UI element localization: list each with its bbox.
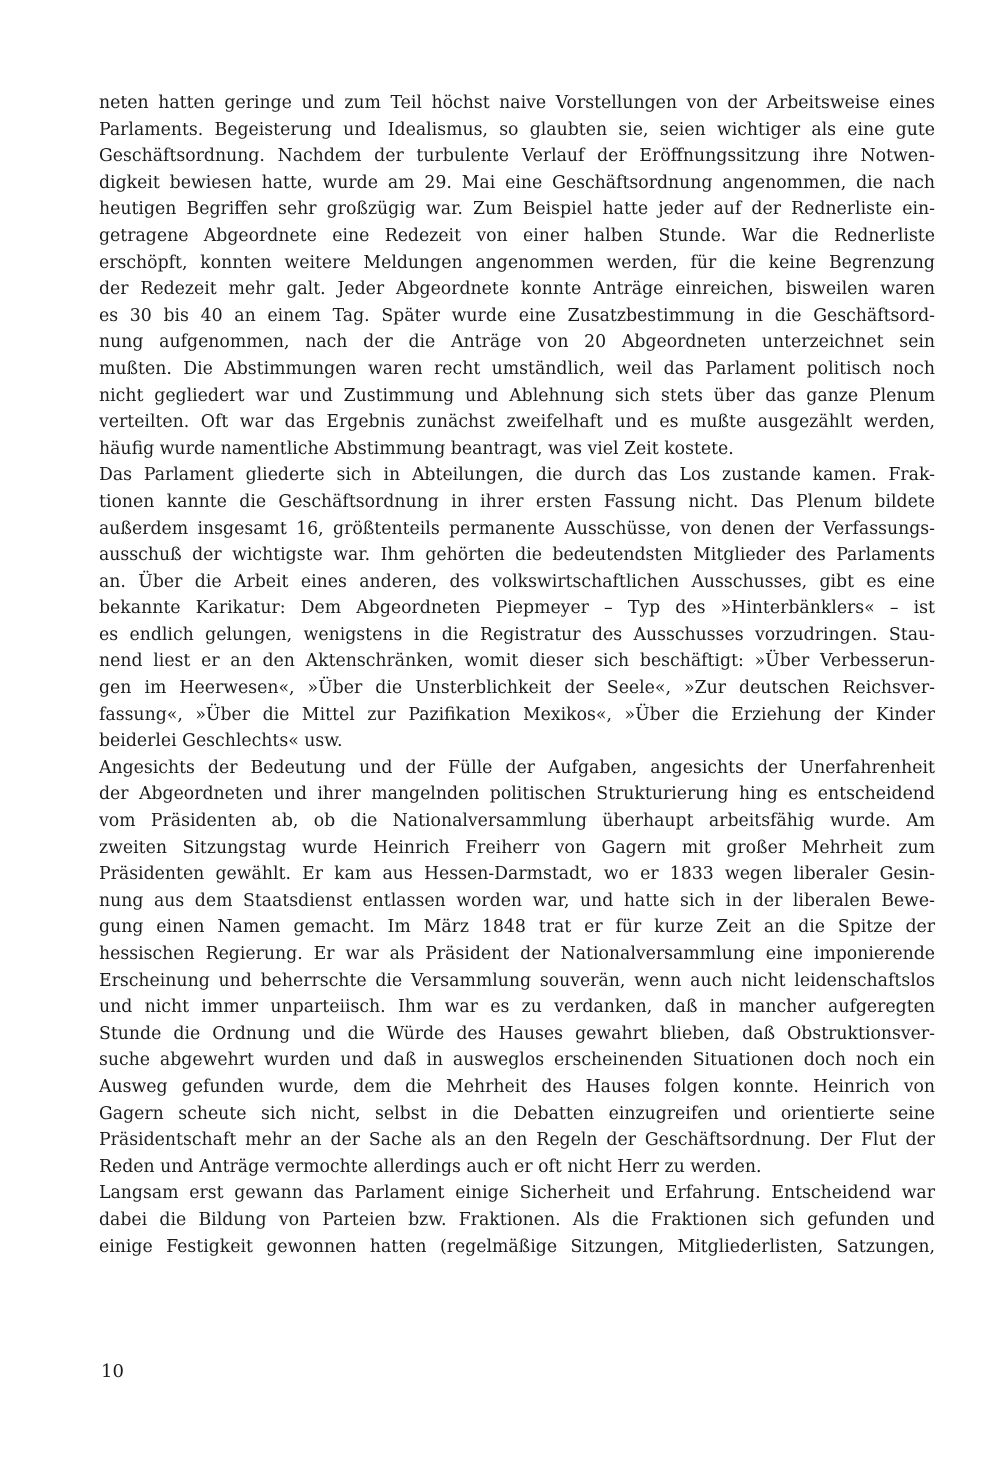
- text-line: Ausweg gefunden wurde, dem die Mehrheit des Hauses folgen konnte. Heinrich von: [99, 1076, 935, 1097]
- text-line: gen im Heerwesen«, »Über die Unsterblichkeit der Seele«, »Zur deutschen Reichsver-: [99, 678, 935, 699]
- paragraph: [99, 462, 935, 755]
- text-line: nend liest er an den Aktenschränken, womit dieser sich beschäftigt: »Über Verbesserun-: [99, 651, 935, 672]
- text-line: beiderlei Geschlechts« usw.: [99, 731, 343, 752]
- text-line: getragene Abgeordnete eine Redezeit von einer halben Stunde. War die Rednerliste: [99, 225, 935, 246]
- text-line: es 30 bis 40 an einem Tag. Später wurde eine Zusatzbestimmung in die Geschäftsord-: [99, 305, 935, 326]
- text-line: gung einen Namen gemacht. Im März 1848 trat er für kurze Zeit an die Spitze der: [99, 917, 935, 938]
- text-line: neten hatten geringe und zum Teil höchst naive Vorstellungen von der Arbeitsweise eines: [99, 93, 935, 113]
- text-line: Angesichts der Bedeutung und der Fülle der Aufgaben, angesichts der Unerfahrenheit: [99, 757, 935, 778]
- text-line: Gagern scheute sich nicht, selbst in die Debatten einzugreifen und orientierte seine: [99, 1103, 935, 1124]
- paragraph: [99, 90, 935, 462]
- text-line: nung aufgenommen, nach der die Anträge von 20 Abgeordneten unterzeichnet sein: [99, 332, 935, 353]
- text-line: und nicht immer unparteiisch. Ihm war es zu verdanken, daß in mancher aufgeregten: [99, 997, 935, 1018]
- text-line: nung aus dem Staatsdienst entlassen worden war, und hatte sich in der liberalen Bewe-: [99, 890, 935, 911]
- text-line: bekannte Karikatur: Dem Abgeordneten Piepmeyer – Typ des »Hinterbänklers« – ist: [99, 598, 935, 619]
- text-line: tionen kannte die Geschäftsordnung in ihrer ersten Fassung nicht. Das Plenum bildete: [99, 491, 935, 512]
- text-line: Erscheinung und beherrschte die Versammlung souverän, wenn auch nicht leidenschaftslos: [99, 970, 935, 991]
- body-text: [99, 90, 935, 1260]
- text-line: Stunde die Ordnung und die Würde des Hauses gewahrt blieben, daß Obstruktionsver-: [99, 1023, 935, 1044]
- text-line: Geschäftsordnung. Nachdem der turbulente Verlauf der Eröffnungssitzung ihre Notwen-: [99, 146, 935, 167]
- text-line: der Abgeordneten und ihrer mangelnden politischen Strukturierung hing es entscheidend: [99, 784, 935, 805]
- text-line: heutigen Begriffen sehr großzügig war. Zum Beispiel hatte jeder auf der Rednerliste ein-: [99, 199, 935, 220]
- text-line: außerdem insgesamt 16, größtenteils permanente Ausschüsse, von denen der Verfassungs-: [99, 518, 935, 539]
- text-line: Parlaments. Begeisterung und Idealismus, so glaubten sie, seien wichtiger als eine gute: [99, 119, 935, 140]
- text-line: an. Über die Arbeit eines anderen, des volkswirtschaftlichen Ausschusses, gibt es eine: [99, 571, 935, 592]
- text-line: es endlich gelungen, wenigstens in die Registratur des Ausschusses vorzudringen. Stau-: [99, 624, 935, 645]
- text-line: suche abgewehrt wurden und daß in ausweglos erscheinenden Situationen doch noch ein: [99, 1050, 935, 1071]
- text-line: zweiten Sitzungstag wurde Heinrich Freiherr von Gagern mit großer Mehrheit zum: [99, 837, 935, 858]
- text-line: ausschuß der wichtigste war. Ihm gehörten die bedeutendsten Mitglieder des Parlaments: [99, 545, 935, 566]
- text-line: einige Festigkeit gewonnen hatten (regelmäßige Sitzungen, Mitgliederlisten, Satzungen,: [99, 1236, 935, 1257]
- text-line: verteilten. Oft war das Ergebnis zunächst zweifelhaft und es mußte ausgezählt werden,: [99, 412, 935, 433]
- text-line: vom Präsidenten ab, ob die Nationalversammlung überhaupt arbeitsfähig wurde. Am: [99, 811, 935, 832]
- text-line: der Redezeit mehr galt. Jeder Abgeordnete konnte Anträge einreichen, bisweilen waren: [99, 279, 935, 300]
- text-line: nicht gegliedert war und Zustimmung und Ablehnung sich stets über das ganze Plenum: [99, 385, 935, 406]
- paragraph: [99, 755, 935, 1181]
- text-line: Präsidenten gewählt. Er kam aus Hessen-Darmstadt, wo er 1833 wegen liberaler Gesin-: [99, 864, 935, 885]
- text-line: mußten. Die Abstimmungen waren recht umständlich, weil das Parlament politisch noch: [99, 358, 935, 379]
- text-line: häufig wurde namentliche Abstimmung beantragt, was viel Zeit kostete.: [99, 438, 734, 459]
- text-line: dabei die Bildung von Parteien bzw. Fraktionen. Als die Fraktionen sich gefunden und: [99, 1209, 935, 1230]
- text-line: Präsidentschaft mehr an der Sache als an den Regeln der Geschäftsordnung. Der Flut der: [99, 1130, 935, 1151]
- text-line: Reden und Anträge vermochte allerdings auch er oft nicht Herr zu werden.: [99, 1156, 762, 1177]
- text-line: Das Parlament gliederte sich in Abteilungen, die durch das Los zustande kamen. Frak-: [99, 465, 935, 486]
- text-line: erschöpft, konnten weitere Meldungen angenommen werden, für die keine Begrenzung: [99, 252, 935, 273]
- text-line: hessischen Regierung. Er war als Präsident der Nationalversammlung eine imponierende: [99, 944, 935, 964]
- text-line: digkeit bewiesen hatte, wurde am 29. Mai eine Geschäftsordnung angenommen, die nach: [99, 172, 935, 193]
- paragraph: [99, 1180, 935, 1260]
- page-number: 10: [101, 1361, 124, 1382]
- text-line: fassung«, »Über die Mittel zur Pazifikation Mexikos«, »Über die Erziehung der Kinder: [99, 704, 935, 725]
- text-line: Langsam erst gewann das Parlament einige Sicherheit und Erfahrung. Entscheidend war: [99, 1183, 935, 1204]
